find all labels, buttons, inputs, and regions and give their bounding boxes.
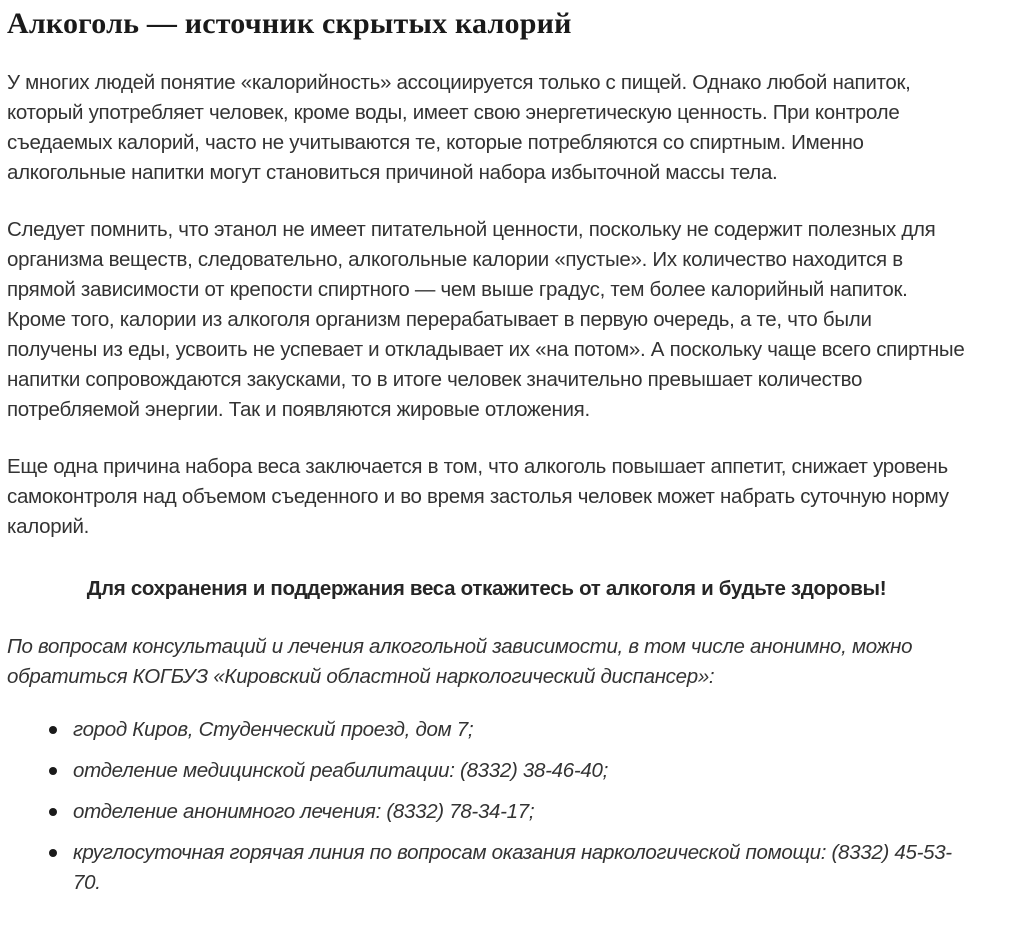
list-item-text: отделение медицинской реабилитации: (8332) 38-46-40; xyxy=(73,759,608,782)
list-item-address xyxy=(73,715,966,745)
list-item-text: круглосуточная горячая линия по вопросам оказания наркологической помощи: (8332) 45-53-70. xyxy=(73,841,952,894)
bullet-icon xyxy=(49,726,57,734)
bullet-icon xyxy=(49,767,57,775)
list-item-hotline-phone xyxy=(73,838,966,898)
bullet-icon xyxy=(49,808,57,816)
list-item-anonymous-phone xyxy=(73,797,966,827)
paragraph-appetite: Еще одна причина набора веса заключается в том, что алкоголь повышает аппетит, снижает уровень самоконтроля над объемом съеденного и во время застолья человек может набрать суточную норму калорий. xyxy=(7,455,949,538)
bullet-icon xyxy=(49,849,57,857)
contact-list xyxy=(7,715,966,898)
highlight-note: Для сохранения и поддержания веса откажитесь от алкоголя и будьте здоровы! xyxy=(86,577,887,600)
paragraph-ethanol-empty-calories: Следует помнить, что этанол не имеет питательной ценности, поскольку не содержит полезных для организма веществ, следовательно, алкогольные калории «пустые». Их количество находится в прямой зависимости от крепости спиртного — чем выше градус, тем более калорийный напиток. Кроме того, калории из алкоголя организм перерабатывает в первую очередь, а те, что были получены из еды, усвоить не успевает и откладывает их «на потом». А поскольку чаще всего спиртные напитки сопровождаются закусками, то в итоге человек значительно превышает количество потребляемой энергии. Так и появляются жировые отложения. xyxy=(7,218,965,421)
list-item-text: отделение анонимного лечения: (8332) 78-34-17; xyxy=(73,800,535,823)
paragraph-calories-intro: У многих людей понятие «калорийность» ассоциируется только с пищей. Однако любой напиток, который употребляет человек, кроме воды, имеет свою энергетическую ценность. При контроле съедаемых калорий, часто не учитываются те, которые потребляются со спиртным. Именно алкогольные напитки могут становиться причиной набора избыточной массы тела. xyxy=(7,71,911,184)
contact-intro: По вопросам консультаций и лечения алкогольной зависимости, в том числе анонимно, можно обратиться КОГБУЗ «Кировский областной наркологический диспансер»: xyxy=(7,635,913,688)
list-item-rehab-phone xyxy=(73,756,966,786)
page-title: Алкоголь — источник скрытых калорий xyxy=(7,7,572,40)
list-item-text: город Киров, Студенческий проезд, дом 7; xyxy=(73,718,474,741)
